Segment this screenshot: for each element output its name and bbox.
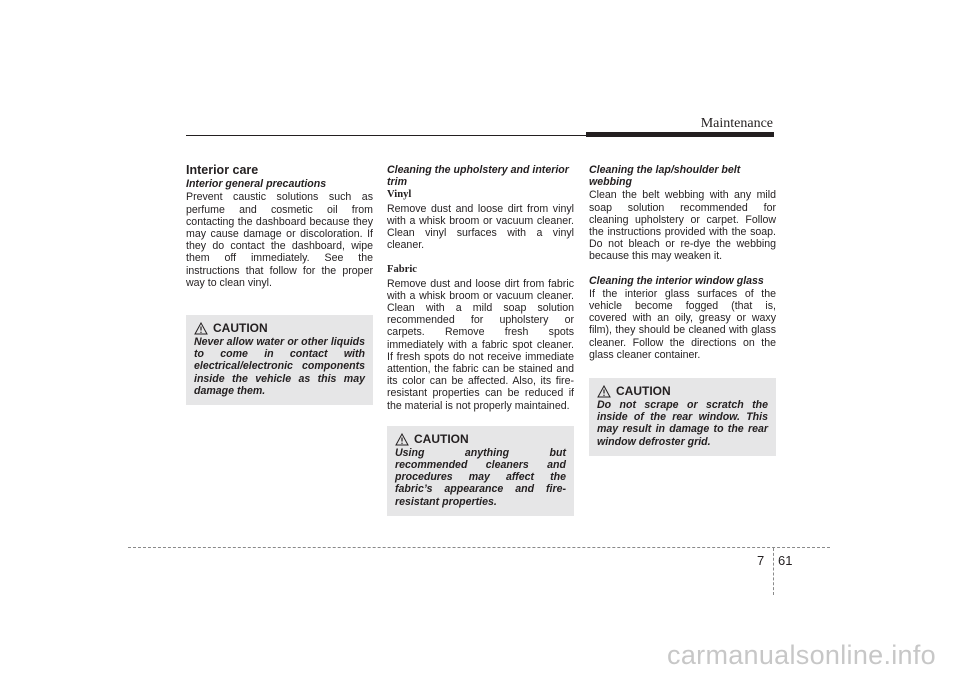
caution-header (597, 385, 768, 398)
caution-text: Never allow water or other liquids to come in contact with electrical/electronic components inside the vehicle as this may damage them. (194, 336, 365, 397)
warning-triangle-icon (395, 433, 409, 446)
caution-text: Do not scrape or scratch the inside of the rear window. This may result in damage to the rear window defroster grid. (597, 399, 768, 448)
caution-title: CAUTION (616, 384, 671, 399)
caution-header (395, 433, 566, 446)
caution-text: Using anything but recommended cleaners and procedures may affect the fabric’s appearance and fire-resistant properties. (395, 446, 566, 508)
paragraph: Remove dust and loose dirt from fabric with a whisk broom or vacuum cleaner. Clean with a mild soap solution recommended for upholstery or carpets. Remove fresh spots immediately with a fabric spot cleaner. If fresh spots do not receive immediate attention, the fabric can be stained and its color can be affected. Also, its fire-resistant properties can be reduced if the material is not properly maintained. (387, 277, 574, 412)
column-3 (589, 164, 776, 456)
header-rule (186, 135, 586, 136)
header-title: Maintenance (700, 116, 773, 131)
caution-title: CAUTION (414, 432, 469, 447)
paragraph: Prevent caustic solutions such as perfume and cosmetic oil from contacting the dashboard because they may cause damage or discoloration. If they do contact the dashboard, wipe them off immediately. See the instructions that follow for the proper way to clean vinyl. (186, 191, 373, 289)
paragraph: Remove dust and loose dirt from vinyl with a whisk broom or vacuum cleaner. Clean vinyl surfaces with a vinyl cleaner. (387, 202, 574, 252)
watermark: carmanualsonline.info (667, 640, 936, 670)
section-subheading: Cleaning the upholstery and interior trim (387, 164, 569, 189)
caution-box (387, 426, 574, 516)
page-number: 61 (778, 553, 793, 568)
column-2 (387, 164, 574, 516)
section-subheading: Cleaning the interior window glass (589, 274, 764, 287)
caution-title: CAUTION (213, 321, 268, 336)
caution-box (589, 378, 776, 456)
column-1 (186, 164, 373, 405)
warning-triangle-icon (597, 385, 611, 398)
caution-header (194, 322, 365, 335)
footer-vertical-divider (773, 548, 774, 595)
header-rule-accent (586, 132, 774, 137)
section-subheading: Interior general precautions (186, 178, 327, 191)
warning-triangle-icon (194, 322, 208, 335)
fabric-heading: Fabric (387, 264, 418, 276)
paragraph: If the interior glass surfaces of the vehicle become fogged (that is, covered with an oily, greasy or waxy film), they should be cleaned with glass cleaner. Follow the directions on the glass cleaner container. (589, 287, 776, 361)
paragraph: Clean the belt webbing with any mild soap solution recommended for cleaning upholstery or carpet. Follow the instructions provided with the soap. Do not bleach or re-dye the webbing because this may weaken it. (589, 189, 776, 263)
section-subheading: Cleaning the lap/shoulder belt webbing (589, 164, 741, 189)
chapter-number: 7 (757, 553, 765, 568)
footer-divider (128, 547, 830, 548)
vinyl-heading: Vinyl (387, 189, 412, 201)
section-heading: Interior care (186, 163, 259, 177)
caution-box (186, 315, 373, 405)
